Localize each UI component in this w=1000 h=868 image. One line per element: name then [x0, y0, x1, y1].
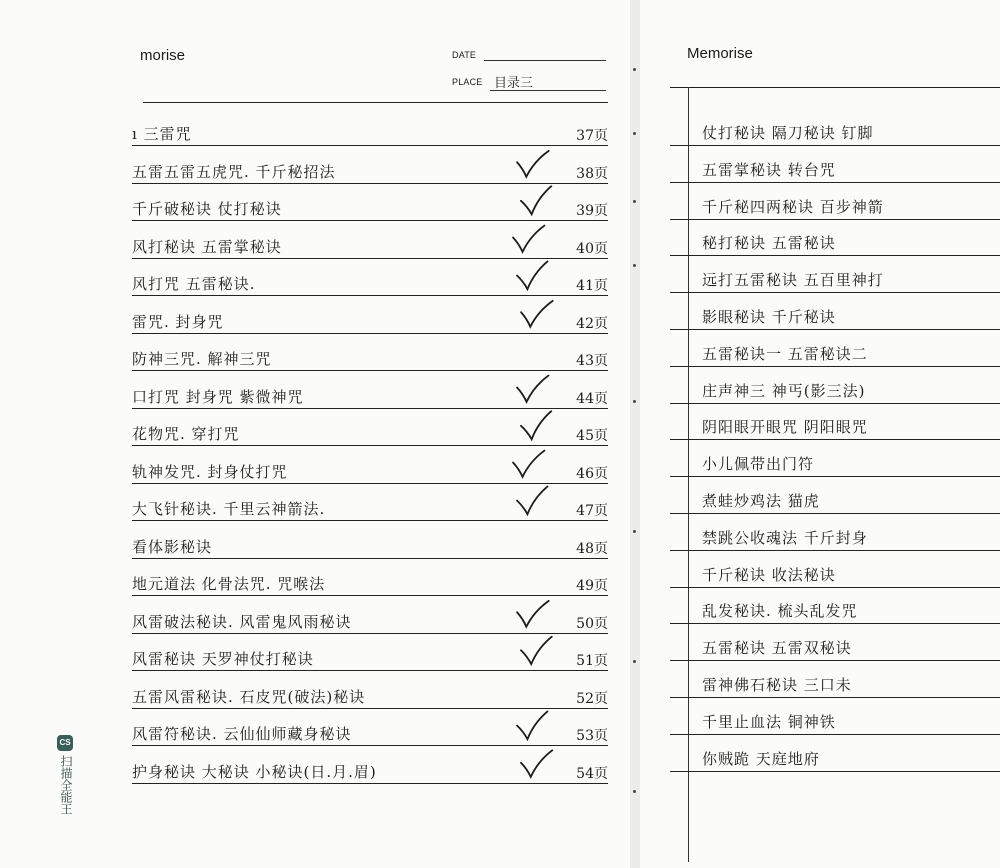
- scanner-watermark: [55, 735, 75, 840]
- ruled-line: [670, 623, 1000, 624]
- margin-line: [688, 87, 689, 862]
- binding-dot: [633, 530, 636, 533]
- ruled-line: [670, 403, 1000, 404]
- entry-text: 五雷五雷五虎咒. 千斤秘招法: [132, 163, 336, 181]
- entry-text: 你贼跪 天庭地府: [702, 750, 820, 768]
- entry-text: 影眼秘诀 千斤秘诀: [702, 308, 836, 326]
- entry-page-number: 39页: [576, 203, 608, 219]
- date-line: [484, 60, 606, 61]
- ruled-line: [132, 295, 608, 296]
- ruled-line: [132, 520, 608, 521]
- ruled-line: [132, 558, 608, 559]
- entry-text: 五雷秘诀 五雷双秘诀: [702, 639, 852, 657]
- binding-dot: [633, 790, 636, 793]
- ruled-line: [132, 408, 608, 409]
- ruled-line: [132, 670, 608, 671]
- ruled-line: [132, 145, 608, 146]
- header-rule: [670, 87, 1000, 88]
- entry-text: 地元道法 化骨法咒. 咒喉法: [132, 575, 326, 593]
- ruled-line: [670, 439, 1000, 440]
- ruled-line: [670, 292, 1000, 293]
- ruled-line: [670, 771, 1000, 772]
- binding-dot: [633, 400, 636, 403]
- checkmark-icon: [513, 598, 551, 630]
- binding-dot: [633, 264, 636, 267]
- checkmark-icon: [509, 448, 546, 479]
- entry-text: 小儿佩带出门符: [702, 455, 815, 473]
- binding-dot: [633, 132, 636, 135]
- entry-page-number: 52页: [576, 691, 608, 707]
- entry-page-number: 48页: [576, 541, 608, 557]
- entry-text: 看体影秘诀: [132, 538, 213, 556]
- checkmark-icon: [517, 185, 555, 217]
- checkmark-icon: [513, 260, 550, 291]
- page-gutter: [630, 0, 640, 868]
- ruled-line: [670, 697, 1000, 698]
- entry-text: 雷神佛石秘诀 三口未: [702, 676, 852, 694]
- entry-text: 风打咒 五雷秘诀.: [132, 275, 256, 293]
- entry-page-number: 44页: [576, 391, 608, 407]
- ruled-line: [132, 220, 608, 221]
- checkmark-icon: [517, 298, 555, 330]
- ruled-line: [132, 708, 608, 709]
- right-notebook-page: [640, 0, 1000, 868]
- checkmark-icon: [517, 410, 555, 442]
- entry-text: 防神三咒. 解神三咒: [132, 350, 272, 368]
- place-line: [490, 90, 606, 91]
- ruled-line: [132, 183, 608, 184]
- entry-text: 庄声神三 神丐(影三法): [702, 382, 866, 400]
- entry-text: 大飞针秘诀. 千里云神箭法.: [132, 500, 326, 518]
- checkmark-icon: [518, 749, 555, 780]
- entry-text: 花物咒. 穿打咒: [132, 425, 240, 443]
- entry-text: 千斤秘四两秘诀 百步神箭: [702, 198, 884, 216]
- entry-page-number: 37页: [576, 128, 608, 144]
- ruled-line: [670, 660, 1000, 661]
- ruled-line: [670, 550, 1000, 551]
- entry-page-number: 40页: [576, 241, 608, 257]
- entry-page-number: 46页: [576, 466, 608, 482]
- entry-text: 千斤秘诀 收法秘诀: [702, 566, 836, 584]
- entry-page-number: 54页: [576, 766, 608, 782]
- entry-text: 风打秘诀 五雷掌秘诀: [132, 238, 282, 256]
- entry-page-number: 38页: [576, 166, 608, 182]
- ruled-line: [132, 370, 608, 371]
- ruled-line: [670, 734, 1000, 735]
- entry-text: 乱发秘诀. 梳头乱发咒: [702, 602, 858, 620]
- checkmark-icon: [513, 148, 551, 180]
- checkmark-icon: [509, 223, 546, 254]
- binding-dot: [633, 68, 636, 71]
- entry-text: 护身秘诀 大秘诀 小秘诀(日.月.眉): [132, 763, 377, 781]
- entry-page-number: 45页: [576, 428, 608, 444]
- camscanner-logo-icon: CS: [57, 735, 73, 751]
- ruled-line: [670, 476, 1000, 477]
- entry-page-number: 41页: [576, 278, 608, 294]
- entry-text: 禁跳公收魂法 千斤封身: [702, 529, 868, 547]
- binding-dot: [633, 200, 636, 203]
- ruled-line: [132, 633, 608, 634]
- ruled-line: [132, 745, 608, 746]
- entry-text: 煮蛙炒鸡法 猫虎: [702, 492, 820, 510]
- right-page-title: Memorise: [687, 45, 753, 62]
- checkmark-icon: [513, 710, 550, 741]
- ruled-line: [132, 783, 608, 784]
- entry-text: 风雷破法秘诀. 风雷鬼风雨秘诀: [132, 613, 352, 631]
- ruled-line: [670, 145, 1000, 146]
- header-rule: [143, 102, 608, 103]
- entry-text: 远打五雷秘诀 五百里神打: [702, 271, 884, 289]
- checkmark-icon: [518, 636, 555, 667]
- ruled-line: [132, 595, 608, 596]
- entry-page-number: 53页: [576, 728, 608, 744]
- date-label: DATE: [452, 50, 477, 60]
- entry-text: 风雷秘诀 天罗神仗打秘诀: [132, 650, 314, 668]
- ruled-line: [670, 366, 1000, 367]
- ruled-line: [670, 219, 1000, 220]
- entry-text: 千里止血法 铜神铁: [702, 713, 836, 731]
- ruled-line: [670, 255, 1000, 256]
- entry-text: 风雷符秘诀. 云仙仙师藏身秘诀: [132, 725, 352, 743]
- entry-text: 五雷秘诀一 五雷秘诀二: [702, 345, 868, 363]
- entry-page-number: 50页: [576, 616, 608, 632]
- ruled-line: [670, 182, 1000, 183]
- entry-text: 五雷风雷秘诀. 石皮咒(破法)秘诀: [132, 688, 366, 706]
- entry-text: ı 三雷咒: [132, 125, 192, 143]
- ruled-line: [670, 329, 1000, 330]
- binding-dot: [633, 660, 636, 663]
- place-label: PLACE: [452, 77, 483, 87]
- ruled-line: [132, 333, 608, 334]
- entry-page-number: 43页: [576, 353, 608, 369]
- ruled-line: [132, 445, 608, 446]
- entry-page-number: 51页: [576, 653, 608, 669]
- entry-text: 五雷掌秘诀 转台咒: [702, 161, 836, 179]
- entry-text: 秘打秘诀 五雷秘诀: [702, 234, 836, 252]
- watermark-name: 扫描全能王: [59, 755, 73, 815]
- left-page-title: morise: [140, 47, 186, 64]
- entry-text: 仗打秘诀 隔刀秘诀 钉脚: [702, 124, 874, 142]
- ruled-line: [132, 483, 608, 484]
- entry-page-number: 42页: [576, 316, 608, 332]
- entry-page-number: 47页: [576, 503, 608, 519]
- entry-text: 轨神发咒. 封身仗打咒: [132, 463, 288, 481]
- entry-text: 口打咒 封身咒 紫微神咒: [132, 388, 304, 406]
- ruled-line: [670, 513, 1000, 514]
- ruled-line: [670, 587, 1000, 588]
- checkmark-icon: [513, 485, 550, 516]
- entry-text: 千斤破秘诀 仗打秘诀: [132, 200, 282, 218]
- entry-text: 阴阳眼开眼咒 阴阳眼咒: [702, 418, 868, 436]
- entry-text: 雷咒. 封身咒: [132, 313, 224, 331]
- checkmark-icon: [513, 373, 550, 404]
- ruled-line: [132, 258, 608, 259]
- place-value: 目录三: [494, 76, 534, 91]
- entry-page-number: 49页: [576, 578, 608, 594]
